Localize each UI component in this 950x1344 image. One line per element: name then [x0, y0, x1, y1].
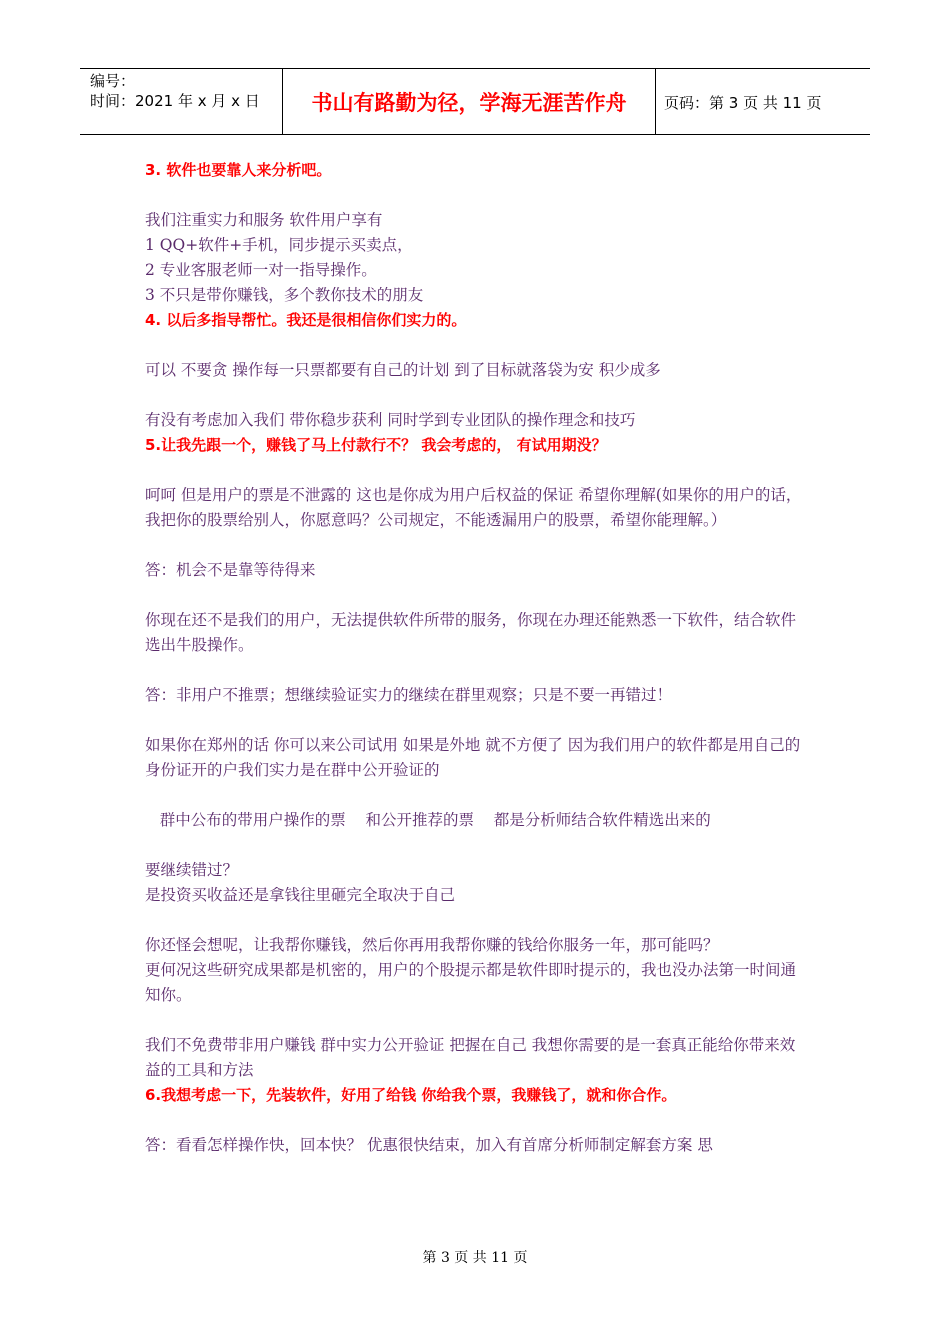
answer-5-para-11: 我们不免费带非用户赚钱 群中实力公开验证 把握在自己 我想你需要的是一套真正能给你带来效益的工具和方法	[145, 1036, 796, 1079]
header-time-label: 时间：2021 年 x 月 x 日	[90, 92, 260, 110]
answer-5-para-5: 如果你在郑州的话 你可以来公司试用 如果是外地 就不方便了 因为我们用户的软件都是用自己的身份证开的户我们实力是在群中公开验证的	[145, 736, 801, 779]
header-motto: 书山有路勤为径，学海无涯苦作舟	[311, 90, 627, 115]
question-6: 6.我想考虑一下，先装软件，好用了给钱 你给我个票，我赚钱了，就和你合作。	[145, 1086, 677, 1104]
answer-5-para-1: 呵呵 但是用户的票是不泄露的 这也是你成为用户后权益的保证 希望你理解(如果你的用户的话，我把你的股票给别人，你愿意吗？公司规定，不能透漏用户的股票，希望你能理解。）	[145, 486, 802, 529]
page-footer: 第 3 页 共 11 页	[422, 1250, 528, 1266]
answer-4-para-1: 可以 不要贪 操作每一只票都要有自己的计划 到了目标就落袋为安 积少成多	[145, 361, 661, 379]
answer-5-para-7: 要继续错过？	[145, 861, 239, 879]
answer-5-para-6: 群中公布的带用户操作的票 和公开推荐的票 都是分析师结合软件精选出来的	[145, 811, 711, 829]
header-divider-right	[655, 68, 656, 135]
answer-5-para-3: 你现在还不是我们的用户，无法提供软件所带的服务，你现在办理还能熟悉一下软件，结合软件选出牛股操作。	[145, 611, 797, 654]
question-3: 3. 软件也要靠人来分析吧。	[145, 161, 332, 179]
question-4: 4. 以后多指导帮忙。我还是很相信你们实力的。	[145, 311, 467, 329]
answer-5-para-8: 是投资买收益还是拿钱往里砸完全取决于自己	[145, 886, 456, 904]
answer-5-para-2: 答：机会不是靠等待得来	[145, 561, 316, 579]
answer-3-line-3: 2 专业客服老师一对一指导操作。	[145, 261, 377, 279]
answer-5-para-4: 答：非用户不推票；想继续验证实力的继续在群里观察；只是不要一再错过！	[145, 686, 673, 704]
question-5: 5.让我先跟一个，赚钱了马上付款行不？ 我会考虑的， 有试用期没？	[145, 436, 607, 454]
header-page-label: 页码：第 3 页 共 11 页	[664, 94, 822, 112]
header-number-label: 编号：	[90, 72, 136, 90]
answer-3-line-4: 3 不只是带你赚钱，多个教你技术的朋友	[145, 286, 424, 304]
answer-5-para-10: 更何况这些研究成果都是机密的，用户的个股提示都是软件即时提示的，我也没办法第一时间通知你。	[145, 961, 797, 1004]
answer-3-line-2: 1 QQ+软件+手机，同步提示买卖点，	[145, 236, 413, 254]
answer-3-line-1: 我们注重实力和服务 软件用户享有	[145, 211, 383, 229]
answer-6-para-1: 答：看看怎样操作快，回本快？ 优惠很快结束，加入有首席分析师制定解套方案 思	[145, 1136, 713, 1154]
answer-5-para-9: 你还怪会想呢，让我帮你赚钱，然后你再用我帮你赚的钱给你服务一年，那可能吗？	[145, 936, 719, 954]
answer-4-para-2: 有没有考虑加入我们 带你稳步获利 同时学到专业团队的操作理念和技巧	[145, 411, 636, 429]
header-meta	[90, 71, 260, 111]
document-body	[145, 158, 810, 1158]
